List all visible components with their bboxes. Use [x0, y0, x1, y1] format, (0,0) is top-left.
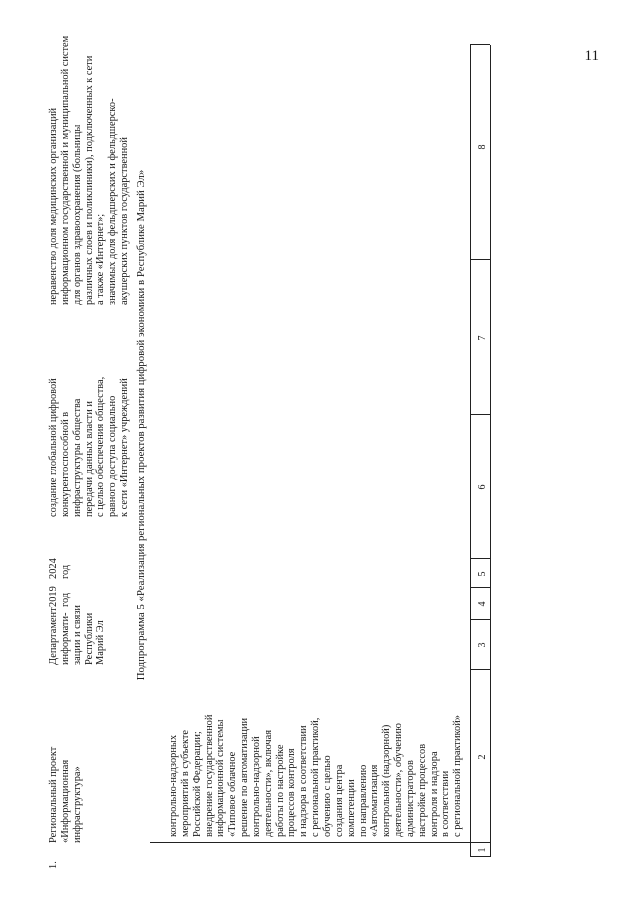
result-line: инфраструктуры общества — [71, 398, 83, 517]
column-border — [470, 669, 490, 670]
continuation-line: работы по настройке — [274, 744, 286, 837]
column-number-7: 7 — [477, 335, 488, 341]
consequence-line: значимых доля фельдшерских и фельдшерско- — [107, 98, 119, 305]
expected-result — [48, 312, 131, 517]
indicator-relation — [48, 35, 131, 305]
column-border — [150, 842, 490, 843]
subprogram-title: Подпрограмма 5 «Реализация региональных проектов развития цифровой экономики в Республике Марий Эл» — [135, 169, 147, 681]
continuation-line: по направлению — [357, 764, 369, 837]
continuation-line: и надзора в соответствии — [298, 725, 310, 837]
continuation-line: контрольно-надзорных — [168, 734, 179, 837]
result-line: создание глобальной цифровой — [48, 378, 59, 517]
continuation-line: с региональной практикой, — [310, 717, 322, 837]
continuation-line: контрольной (надзорной) — [381, 724, 393, 837]
header-bottom-border — [490, 45, 491, 857]
project-line: инфраструктура» — [71, 766, 83, 843]
result-line: к сети «Интернет» учреждений — [119, 378, 131, 517]
continuation-line: процессов контроля — [286, 748, 298, 837]
column-border — [470, 587, 490, 588]
continuation-line: с региональной практикой» — [452, 715, 464, 837]
continuation-line: «Типовое облачное — [227, 751, 239, 837]
column-number-4: 4 — [477, 601, 488, 607]
column-number-6: 6 — [477, 484, 488, 490]
continuation-line: настройке процессов — [416, 743, 428, 837]
consequence-line: неравенство доля медицинских организаций — [48, 107, 59, 305]
end-year-line: 2024 — [48, 558, 59, 579]
start-year-line: 2019 — [48, 586, 59, 607]
start-year-line: год — [59, 592, 71, 607]
continuation-line: в соответствии — [440, 770, 452, 837]
column-number-3: 3 — [477, 642, 488, 648]
consequence-line: акушерских пунктов государственной — [119, 137, 131, 305]
continuation-line: компетенции — [345, 779, 357, 837]
end-year — [48, 549, 72, 579]
continuation-line: контроля и надзора — [428, 751, 440, 837]
executor-line: Департамент — [48, 607, 59, 665]
column-number-8: 8 — [477, 144, 488, 150]
executor-line: зации и связи — [71, 605, 83, 665]
consequence-line: различных слоев и поликлиники), подключенных к сети — [83, 55, 95, 305]
consequence-line: а также «Интернет»; — [95, 213, 107, 305]
project-name — [48, 723, 84, 843]
column-number-5: 5 — [477, 571, 488, 577]
continuation-line: информационной системы — [215, 719, 227, 837]
result-line: передачи данных власти и — [83, 401, 95, 517]
continuation-line: администраторов — [404, 760, 416, 837]
continuation-line: создания центра — [333, 764, 345, 837]
consequence-line: для органов здравоохранения (больницы — [71, 124, 83, 305]
continuation-line: контрольно-надзорной — [250, 736, 262, 837]
project-line: Региональный проект — [48, 746, 59, 843]
end-year-line: год — [59, 564, 71, 579]
column-border — [470, 44, 490, 45]
continuation-line: внедрение государственной — [203, 714, 215, 837]
continuation-line: решение по автоматизации — [239, 717, 251, 837]
result-line: с целью обеспечения общества, — [95, 376, 107, 517]
page-number: 11 — [584, 48, 599, 64]
row-number: 1. — [48, 861, 59, 869]
continuation-line: деятельности», включая — [262, 730, 274, 837]
continuation-line: мероприятий в субъекте — [179, 729, 191, 837]
project-line: «Информационная — [59, 759, 71, 843]
result-line: конкурентоспособной в — [59, 411, 71, 517]
column-number-1: 1 — [477, 847, 488, 853]
start-year — [48, 577, 72, 607]
table-top-border — [470, 45, 471, 857]
column-number-2: 2 — [477, 754, 488, 760]
continuation-line: «Автоматизация — [369, 764, 381, 837]
continuation-line: Российской Федерации; — [191, 731, 203, 837]
executor-line: информати- — [59, 612, 71, 665]
continuation-line: обучению с целью — [321, 755, 333, 837]
executor-line: Республики — [83, 612, 95, 665]
continuation-text — [168, 677, 464, 837]
column-border — [470, 259, 490, 260]
column-border — [470, 558, 490, 559]
result-line: равного доступа социально — [107, 395, 119, 517]
column-border — [470, 619, 490, 620]
executor-line: Марий Эл — [95, 620, 107, 665]
column-border — [470, 414, 490, 415]
consequence-line: информационном государственной и муниципальной систем — [59, 35, 71, 305]
continuation-line: деятельности», обучению — [393, 723, 405, 837]
